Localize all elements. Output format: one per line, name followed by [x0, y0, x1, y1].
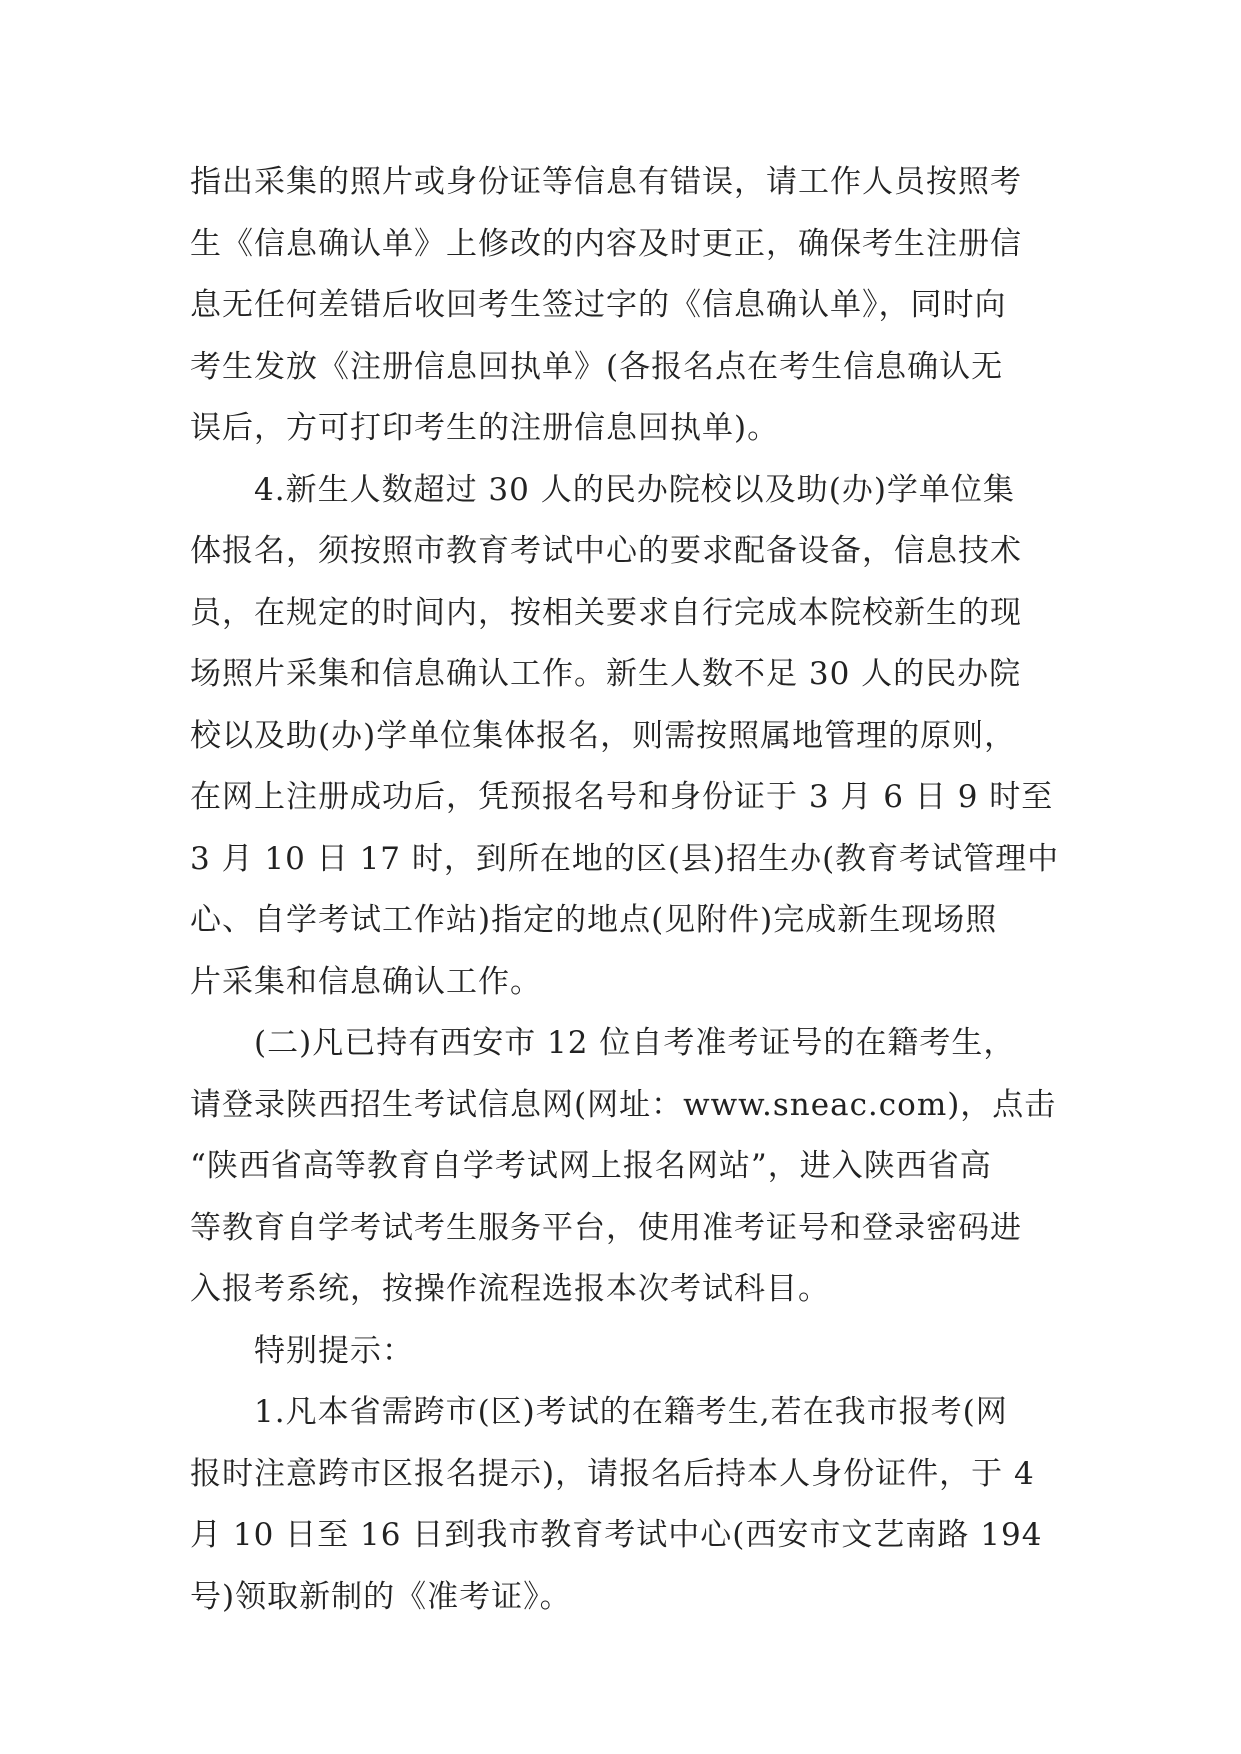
- text-line: 生《信息确认单》上修改的内容及时更正，确保考生注册信: [190, 225, 1022, 262]
- text-line: “陕西省高等教育自学考试网上报名网站”，进入陕西省高: [190, 1148, 992, 1184]
- text-line: 体报名，须按照市教育考试中心的要求配备设备，信息技术: [190, 533, 1022, 569]
- paragraph-start-line: 4.新生人数超过 30 人的民办院校以及助(办)学单位集: [254, 471, 1015, 508]
- text-line: 在网上注册成功后，凭预报名号和身份证于 3 月 6 日 9 时至: [190, 779, 1054, 815]
- text-line: 考生发放《注册信息回执单》(各报名点在考生信息确认无: [190, 348, 1004, 385]
- text-line: 请登录陕西招生考试信息网(网址：www.sneac.com)，点击: [190, 1086, 1057, 1123]
- text-line: 片采集和信息确认工作。: [190, 963, 542, 1000]
- text-line: 息无任何差错后收回考生签过字的《信息确认单》，同时向: [190, 287, 1007, 323]
- text-line: 报时注意跨市区报名提示)，请报名后持本人身份证件，于 4: [190, 1455, 1035, 1492]
- paragraph-start-line: (二)凡已持有西安市 12 位自考准考证号的在籍考生，: [254, 1025, 1016, 1061]
- text-line: 号)领取新制的《准考证》。: [190, 1578, 572, 1615]
- body-text: [190, 152, 1070, 1628]
- text-line: 误后，方可打印考生的注册信息回执单)。: [190, 410, 780, 446]
- text-line: 入报考系统，按操作流程选报本次考试科目。: [190, 1271, 830, 1307]
- text-line: 心、自学考试工作站)指定的地点(见附件)完成新生现场照: [190, 902, 998, 938]
- text-line: 场照片采集和信息确认工作。新生人数不足 30 人的民办院: [190, 656, 1022, 692]
- text-line: 校以及助(办)学单位集体报名，则需按照属地管理的原则，: [190, 717, 1017, 754]
- text-line: 3 月 10 日 17 时，到所在地的区(县)招生办(教育考试管理中: [190, 840, 1060, 877]
- text-line: 等教育自学考试考生服务平台，使用准考证号和登录密码进: [190, 1209, 1022, 1246]
- paragraph-start-line: 1.凡本省需跨市(区)考试的在籍考生,若在我市报考(网: [254, 1394, 1008, 1430]
- text-line: 员，在规定的时间内，按相关要求自行完成本院校新生的现: [190, 594, 1022, 631]
- text-line: 指出采集的照片或身份证等信息有错误，请工作人员按照考: [190, 164, 1022, 200]
- text-line: 月 10 日至 16 日到我市教育考试中心(西安市文艺南路 194: [190, 1517, 1043, 1553]
- section-heading: 特别提示：: [254, 1332, 414, 1369]
